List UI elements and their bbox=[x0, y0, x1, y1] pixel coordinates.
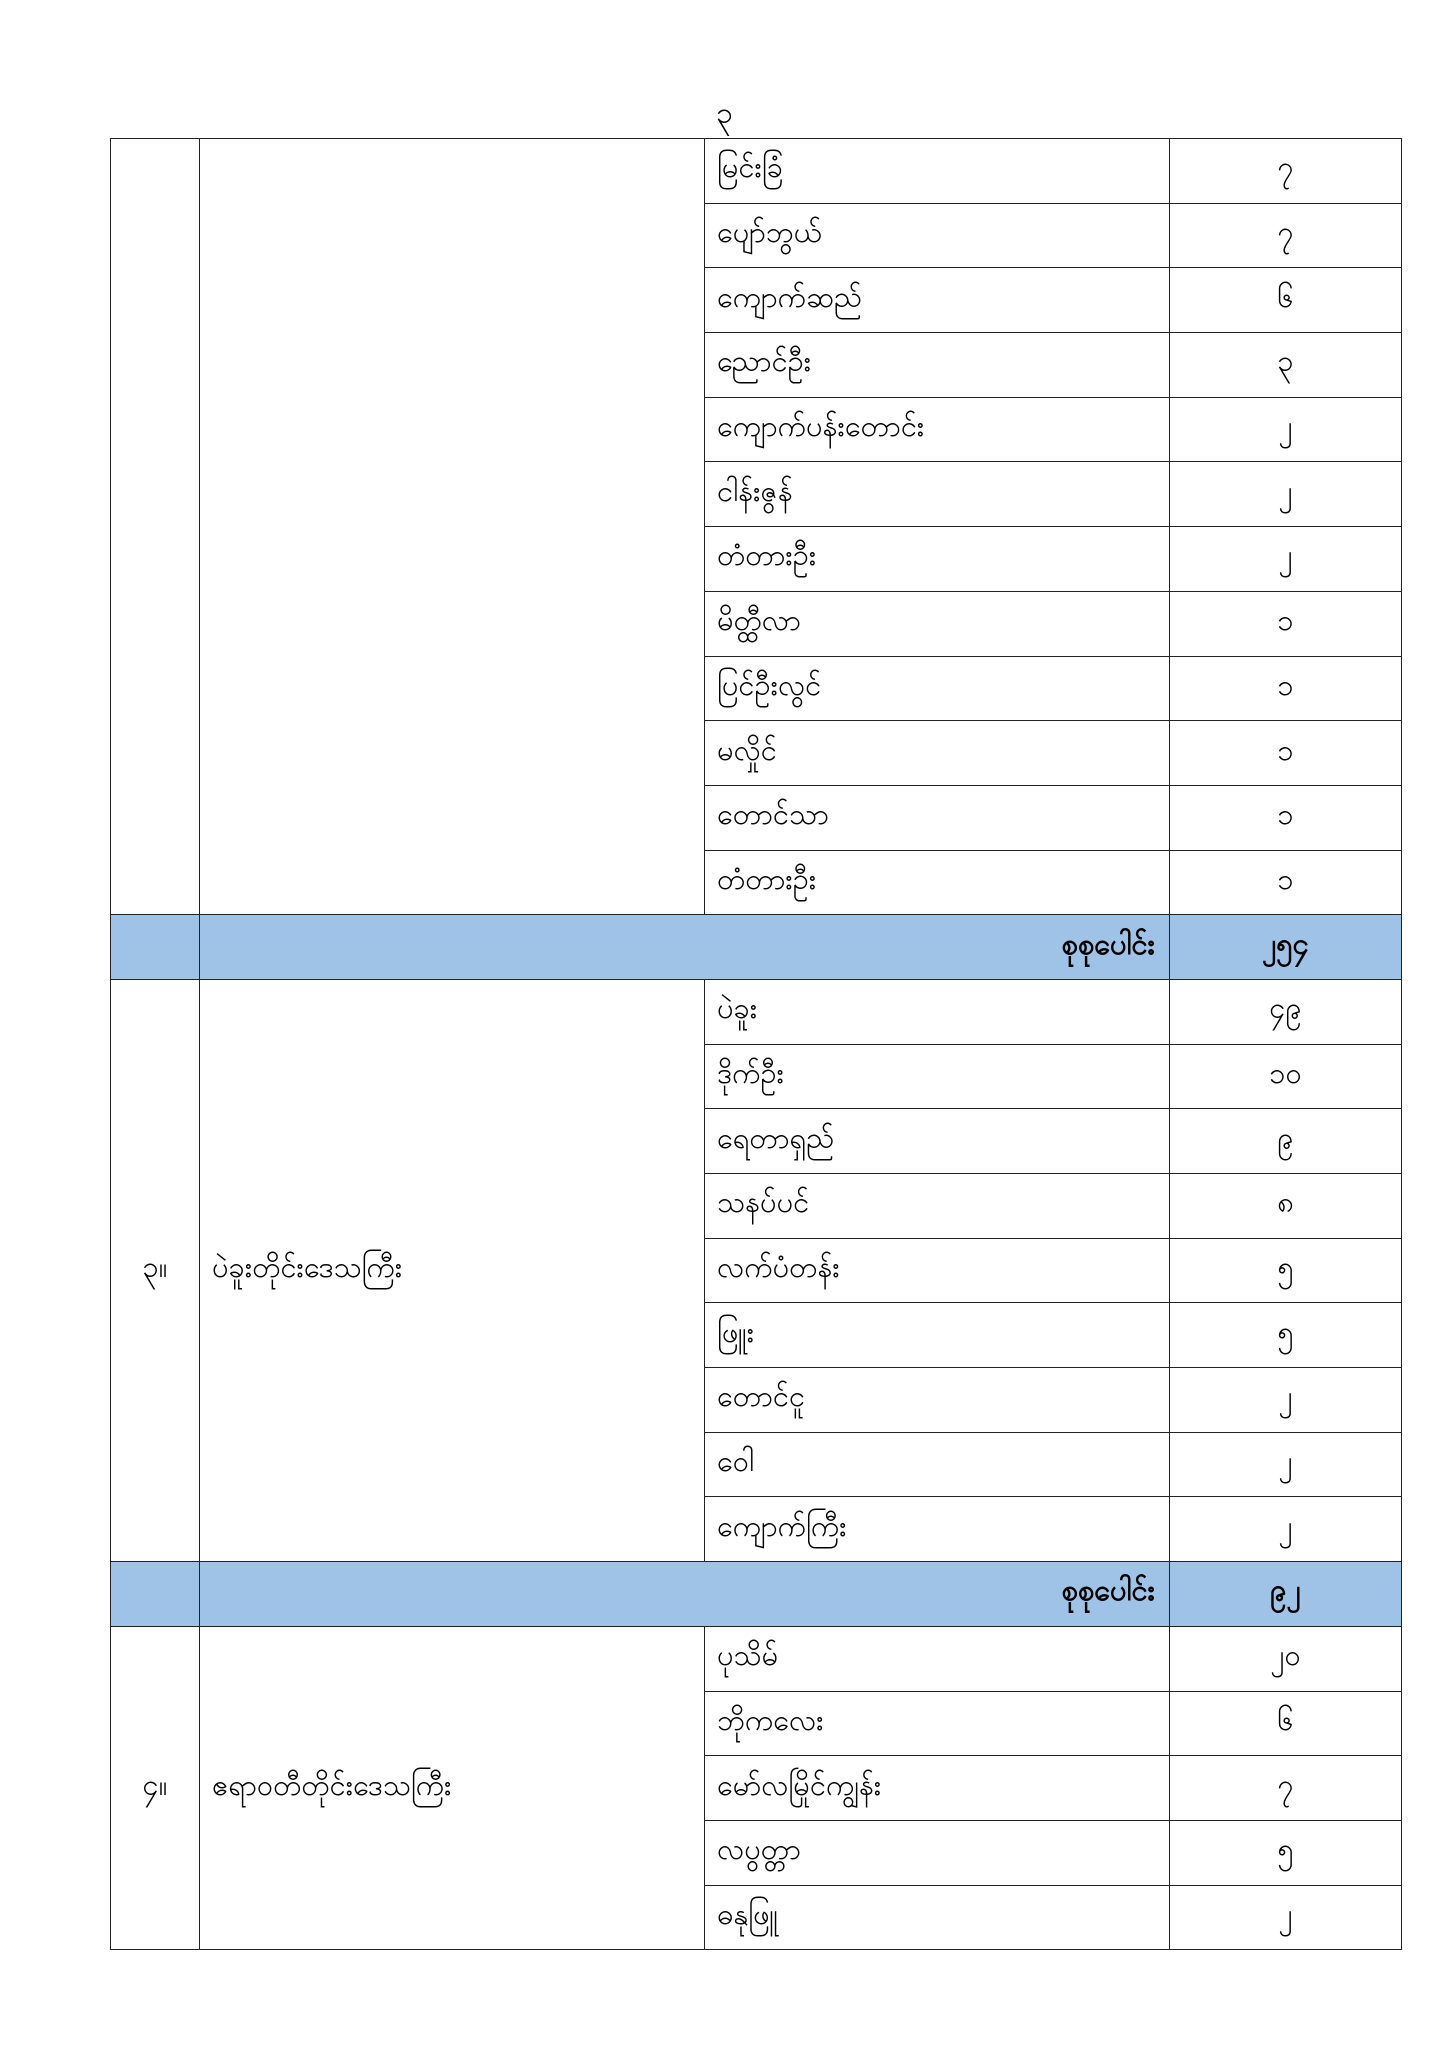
township-count: ၈ bbox=[1170, 1174, 1402, 1239]
township-count: ၆ bbox=[1170, 268, 1402, 333]
township-count: ၂ bbox=[1170, 462, 1402, 527]
township-count: ၁ bbox=[1170, 656, 1402, 721]
table-row bbox=[111, 1626, 1402, 1691]
township-count: ၇ bbox=[1170, 1756, 1402, 1821]
township-name: တံတားဦး bbox=[705, 527, 1170, 592]
township-name: ဝေါ bbox=[705, 1432, 1170, 1497]
township-name: ငါန်းဇွန် bbox=[705, 462, 1170, 527]
township-count: ၇ bbox=[1170, 203, 1402, 268]
township-name: ကျောက်ဆည် bbox=[705, 268, 1170, 333]
township-count: ၁၀ bbox=[1170, 1044, 1402, 1109]
page-number: ၃ bbox=[716, 96, 733, 131]
township-name: ပဲခူး bbox=[705, 979, 1170, 1044]
table-row bbox=[111, 139, 1402, 204]
township-count: ၂ bbox=[1170, 1432, 1402, 1497]
township-count: ၇ bbox=[1170, 139, 1402, 204]
township-name: တောင်သာ bbox=[705, 785, 1170, 850]
total-value: ၂၅၄ bbox=[1170, 915, 1402, 980]
township-name: မော်လမြိုင်ကျွန်း bbox=[705, 1756, 1170, 1821]
township-count: ၂ bbox=[1170, 527, 1402, 592]
table-row bbox=[111, 979, 1402, 1044]
township-count: ၃ bbox=[1170, 333, 1402, 398]
township-name: လပွတ္တာ bbox=[705, 1820, 1170, 1885]
township-name: မိတ္ထီလာ bbox=[705, 591, 1170, 656]
township-name: ပြင်ဦးလွင် bbox=[705, 656, 1170, 721]
statistics-table bbox=[110, 138, 1402, 1950]
section-number bbox=[111, 139, 200, 915]
township-count: ၁ bbox=[1170, 785, 1402, 850]
township-name: မြင်းခြံ bbox=[705, 139, 1170, 204]
township-count: ၄၉ bbox=[1170, 979, 1402, 1044]
township-name: ကျောက်ပန်းတောင်း bbox=[705, 397, 1170, 462]
township-count: ၂ bbox=[1170, 1885, 1402, 1950]
township-count: ၁ bbox=[1170, 850, 1402, 915]
township-name: တံတားဦး bbox=[705, 850, 1170, 915]
region-name: ဧရာဝတီတိုင်းဒေသကြီး bbox=[200, 1626, 705, 1949]
township-name: ပျော်ဘွယ် bbox=[705, 203, 1170, 268]
township-count: ၂ bbox=[1170, 1497, 1402, 1562]
township-count: ၅ bbox=[1170, 1820, 1402, 1885]
township-count: ၂၀ bbox=[1170, 1626, 1402, 1691]
total-empty-cell bbox=[111, 915, 200, 980]
total-row bbox=[111, 915, 1402, 980]
township-name: ဘိုကလေး bbox=[705, 1691, 1170, 1756]
township-count: ၂ bbox=[1170, 397, 1402, 462]
township-count: ၉ bbox=[1170, 1109, 1402, 1174]
total-label: စုစုပေါင်း bbox=[200, 1562, 1170, 1627]
township-name: ကျောက်ကြီး bbox=[705, 1497, 1170, 1562]
township-name: ပုသိမ် bbox=[705, 1626, 1170, 1691]
township-count: ၆ bbox=[1170, 1691, 1402, 1756]
township-count: ၁ bbox=[1170, 591, 1402, 656]
section-number: ၄။ bbox=[111, 1626, 200, 1949]
region-name: ပဲခူးတိုင်းဒေသကြီး bbox=[200, 979, 705, 1561]
township-count: ၁ bbox=[1170, 721, 1402, 786]
township-name: မလှိုင် bbox=[705, 721, 1170, 786]
township-name: ညောင်ဦး bbox=[705, 333, 1170, 398]
total-value: ၉၂ bbox=[1170, 1562, 1402, 1627]
township-name: တောင်ငူ bbox=[705, 1368, 1170, 1433]
township-name: ဓနုဖြူ bbox=[705, 1885, 1170, 1950]
township-name: ဒိုက်ဦး bbox=[705, 1044, 1170, 1109]
total-label: စုစုပေါင်း bbox=[200, 915, 1170, 980]
section-number: ၃။ bbox=[111, 979, 200, 1561]
township-name: လက်ပံတန်း bbox=[705, 1238, 1170, 1303]
township-count: ၅ bbox=[1170, 1303, 1402, 1368]
township-count: ၂ bbox=[1170, 1368, 1402, 1433]
township-name: ဖြူး bbox=[705, 1303, 1170, 1368]
total-empty-cell bbox=[111, 1562, 200, 1627]
township-name: သနပ်ပင် bbox=[705, 1174, 1170, 1239]
total-row bbox=[111, 1562, 1402, 1627]
township-name: ရေတာရှည် bbox=[705, 1109, 1170, 1174]
township-count: ၅ bbox=[1170, 1238, 1402, 1303]
region-name bbox=[200, 139, 705, 915]
